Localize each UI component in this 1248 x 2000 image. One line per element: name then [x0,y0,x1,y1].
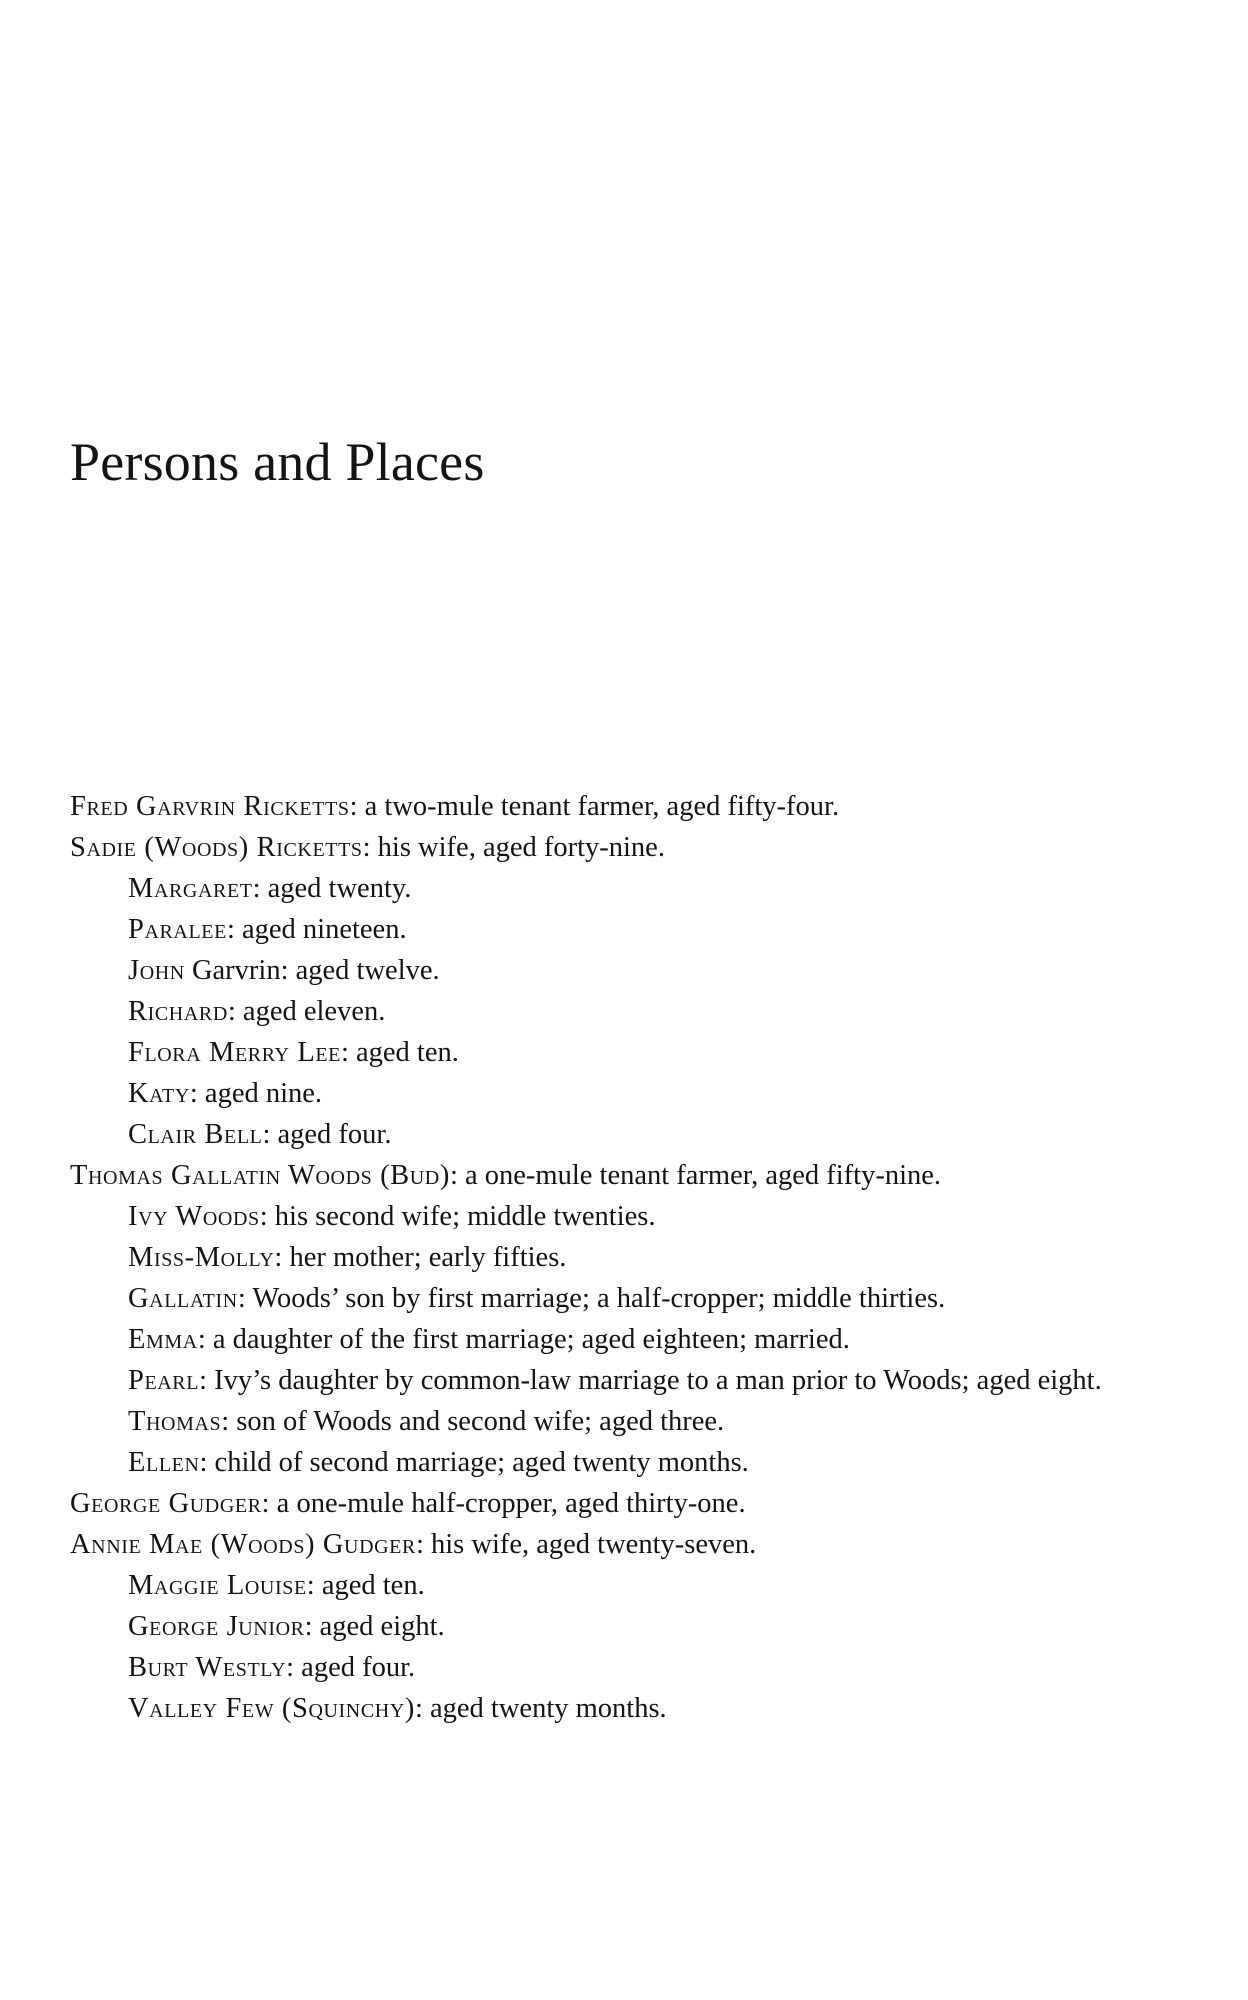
person-entry [70,1032,1150,1073]
page-title: Persons and Places [70,432,485,492]
person-description: : aged eight. [304,1611,445,1642]
person-entry [70,868,1150,909]
person-entry [70,1155,1150,1196]
person-name: Katy [128,1078,190,1109]
persons-list [70,786,1150,1729]
person-name: Flora Merry Lee [128,1037,341,1068]
person-description: : a daughter of the first marriage; aged eighteen; married. [197,1324,850,1355]
person-description: : aged nineteen. [226,914,407,945]
person-description: : Ivy’s daughter by common-law marriage to a man prior to Woods; aged eight. [199,1365,1102,1396]
person-name: John [128,955,185,986]
person-entry [70,1278,1150,1319]
person-description: : aged four. [262,1119,392,1150]
person-description: : his second wife; middle twenties. [259,1201,656,1232]
person-entry [70,1442,1150,1483]
person-entry [70,991,1150,1032]
person-entry [70,827,1150,868]
person-description: : aged eleven. [227,996,386,1027]
person-name: Burt Westly [128,1652,287,1683]
person-name: Sadie (Woods) Ricketts [70,832,363,863]
person-entry [70,950,1150,991]
person-entry [70,1524,1150,1565]
person-name: Pearl [128,1365,200,1396]
person-description: : Woods’ son by first marriage; a half-cropper; middle thirties. [237,1283,946,1314]
person-description: : a two-mule tenant farmer, aged fifty-four. [349,791,840,822]
person-entry [70,1196,1150,1237]
person-description: : his wife, aged twenty-seven. [415,1529,757,1560]
person-name: Emma [128,1324,198,1355]
person-name: Maggie Louise [128,1570,307,1601]
person-entry [70,909,1150,950]
person-name: Annie Mae (Woods) Gudger [70,1529,416,1560]
person-description: : a one-mule half-cropper, aged thirty-one. [261,1488,746,1519]
person-entry [70,1647,1150,1688]
person-entry [70,1565,1150,1606]
person-entry [70,1360,1150,1401]
person-description: Garvrin: aged twelve. [184,955,440,986]
person-name: Ivy Woods [128,1201,260,1232]
person-entry [70,1114,1150,1155]
person-name: Ellen [128,1447,200,1478]
person-name: Thomas [128,1406,222,1437]
person-description: : child of second marriage; aged twenty months. [199,1447,749,1478]
person-name: Thomas Gallatin Woods (Bud) [70,1160,450,1191]
person-name: Richard [128,996,228,1027]
person-description: : his wife, aged forty-nine. [362,832,665,863]
person-name: Gallatin [128,1283,238,1314]
person-description: : her mother; early fifties. [274,1242,567,1273]
person-description: : aged ten. [306,1570,425,1601]
person-name: Margaret [128,873,253,904]
person-entry [70,1688,1150,1729]
person-description: : aged nine. [189,1078,323,1109]
person-name: Clair Bell [128,1119,263,1150]
person-description: : aged twenty months. [414,1693,667,1724]
person-description: : aged ten. [340,1037,459,1068]
person-name: George Junior [128,1611,305,1642]
person-entry [70,1606,1150,1647]
person-entry [70,1319,1150,1360]
person-entry [70,1401,1150,1442]
person-entry [70,1483,1150,1524]
person-description: : a one-mule tenant farmer, aged fifty-nine. [449,1160,942,1191]
person-entry [70,1237,1150,1278]
person-description: : aged four. [286,1652,416,1683]
person-name: Valley Few (Squinchy) [128,1693,415,1724]
person-entry [70,786,1150,827]
person-name: George Gudger [70,1488,262,1519]
person-entry [70,1073,1150,1114]
person-name: Miss-Molly [128,1242,275,1273]
person-description: : aged twenty. [252,873,412,904]
person-name: Paralee [128,914,227,945]
person-description: : son of Woods and second wife; aged three. [221,1406,725,1437]
person-name: Fred Garvrin Ricketts [70,791,350,822]
